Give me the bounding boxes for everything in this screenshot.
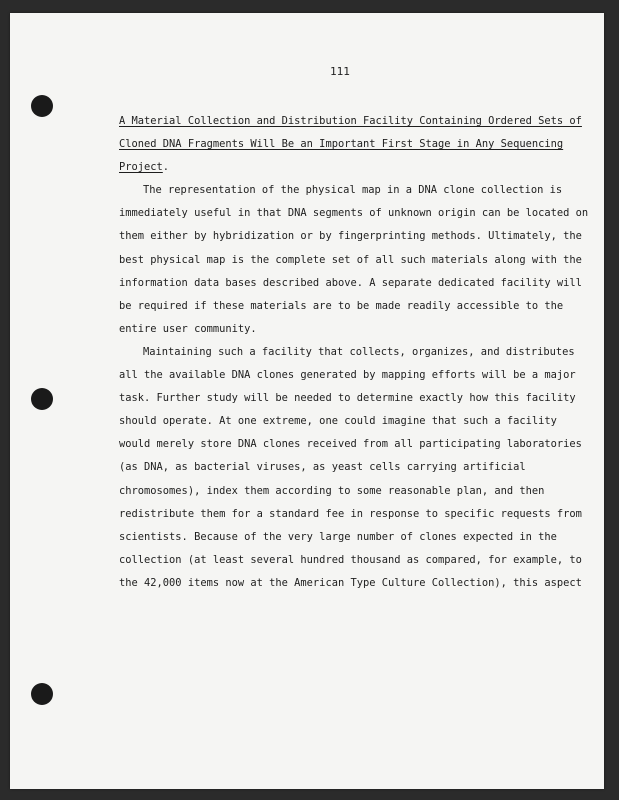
heading-line: Project. [119,161,170,174]
document-page [10,13,604,789]
heading-line: Cloned DNA Fragments Will Be an Important First Stage in Any Sequencing [119,138,564,151]
paragraph-2-line: Maintaining such a facility that collects, organizes, and distributes [143,345,575,358]
paragraph-2-line: scientists. Because of the very large number of clones expected in the [119,530,557,543]
heading-line: A Material Collection and Distribution Facility Containing Ordered Sets of [119,115,582,127]
body-text [119,110,589,595]
binder-hole-top [31,95,53,117]
paragraph-1-line: The representation of the physical map in a DNA clone collection is [143,184,563,197]
paragraph-2-line: collection (at least several hundred thousand as compared, for example, to [119,553,582,566]
paragraph-1-line: entire user community. [119,322,257,335]
paragraph-2-line: task. Further study will be needed to determine exactly how this facility [119,392,576,405]
page-number: 111 [330,65,350,78]
binder-hole-middle [31,388,53,410]
paragraph-2-line: redistribute them for a standard fee in response to specific requests from [119,507,582,520]
paragraph-1-line: information data bases described above. A separate dedicated facility will [119,276,582,289]
paragraph-1-line: immediately useful in that DNA segments of unknown origin can be located on [119,207,589,220]
binder-hole-bottom [31,683,53,705]
paragraph-2-line: chromosomes), index them according to some reasonable plan, and then [119,484,545,497]
paragraph-2-line: the 42,000 items now at the American Type Culture Collection), this aspect [119,576,582,589]
paragraph-1-line: be required if these materials are to be made readily accessible to the [119,299,564,312]
paragraph-2-line: would merely store DNA clones received from all participating laboratories [119,438,582,451]
paragraph-1-line: them either by hybridization or by fingerprinting methods. Ultimately, the [119,230,582,243]
paragraph-1-line: best physical map is the complete set of all such materials along with the [119,253,582,266]
paragraph-2-line: (as DNA, as bacterial viruses, as yeast cells carrying artificial [119,461,526,474]
paragraph-2-line: all the available DNA clones generated by mapping efforts will be a major [119,369,576,382]
paragraph-2-line: should operate. At one extreme, one could imagine that such a facility [119,415,557,428]
